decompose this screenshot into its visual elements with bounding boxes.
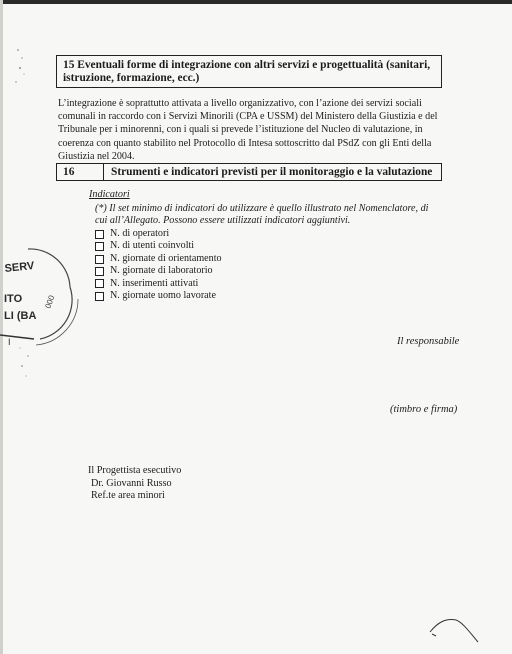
progettista-name: Dr. Giovanni Russo [91,477,172,489]
section-16-number: 16 [63,166,75,178]
checkbox-icon[interactable] [95,267,104,276]
official-stamp [0,247,82,355]
indicator-item [95,278,222,290]
svg-text:ITO: ITO [4,293,23,305]
checkbox-icon[interactable] [95,255,104,264]
section-15-heading-line2: istruzione, formazione, ecc.) [63,72,200,84]
progettista-block [88,465,181,503]
svg-text:LI (BA: LI (BA [4,310,37,322]
checkbox-icon[interactable] [95,292,104,301]
section-15-heading-box [56,55,442,88]
indicators-note-line1: (*) Il set minimo di indicatori do utilizzare è quello illustrato nel Nomenclatore, di [95,203,429,214]
indicator-item [95,253,222,265]
handwritten-mark [424,612,484,648]
section-16-heading-box [56,163,442,181]
indicator-label: N. giornate di orientamento [110,252,222,264]
indicator-label: N. giornate di laboratorio [110,265,213,277]
timbro-firma-label: (timbro e firma) [390,404,458,415]
indicator-item [95,290,222,302]
checkbox-icon[interactable] [95,279,104,288]
svg-text:000: 000 [43,294,57,310]
indicators-note [95,203,445,227]
checkbox-icon[interactable] [95,242,104,251]
indicator-label: N. inserimenti attivati [110,277,199,289]
indicator-item [95,240,222,252]
svg-text:SERV: SERV [4,259,35,275]
section-16-divider [103,164,104,180]
indicator-label: N. di utenti coinvolti [110,240,195,252]
indicator-item [95,265,222,277]
checkbox-icon[interactable] [95,230,104,239]
indicator-item [95,228,222,240]
responsabile-label: Il responsabile [397,336,460,347]
indicators-title: Indicatori [89,189,130,200]
progettista-role: Il Progettista esecutivo [88,465,182,476]
section-15-heading-line1: 15 Eventuali forme di integrazione con altri servizi e progettualità (sanitari, [63,59,431,71]
top-edge-rule [0,0,512,4]
indicators-list [95,228,222,302]
indicators-note-line2: cui all’Allegato. Possono essere utilizzati indicatori aggiuntivi. [95,215,351,227]
section-15-body: L’integrazione è soprattutto attivata a livello organizzativo, con l’azione dei servizi sociali comunali in raccordo con i Servizi Minorili (CPA e USSM) del Ministero della Giustizia e del Tribunale per i minorenni, con i quali si prevede l’istituzione del Nucleo di valutazione, in coerenza con quanto stabilito nel Protocollo di Intesa sottoscritto dal PSdZ con gli Enti della Giustizia nel 2004. [58,98,438,162]
indicator-label: N. giornate uomo lavorate [110,290,216,302]
svg-text:I: I [8,337,11,347]
indicator-label: N. di operatori [110,228,170,239]
progettista-area: Ref.te area minori [91,490,165,502]
section-16-title: Strumenti e indicatori previsti per il monitoraggio e la valutazione [111,166,433,178]
